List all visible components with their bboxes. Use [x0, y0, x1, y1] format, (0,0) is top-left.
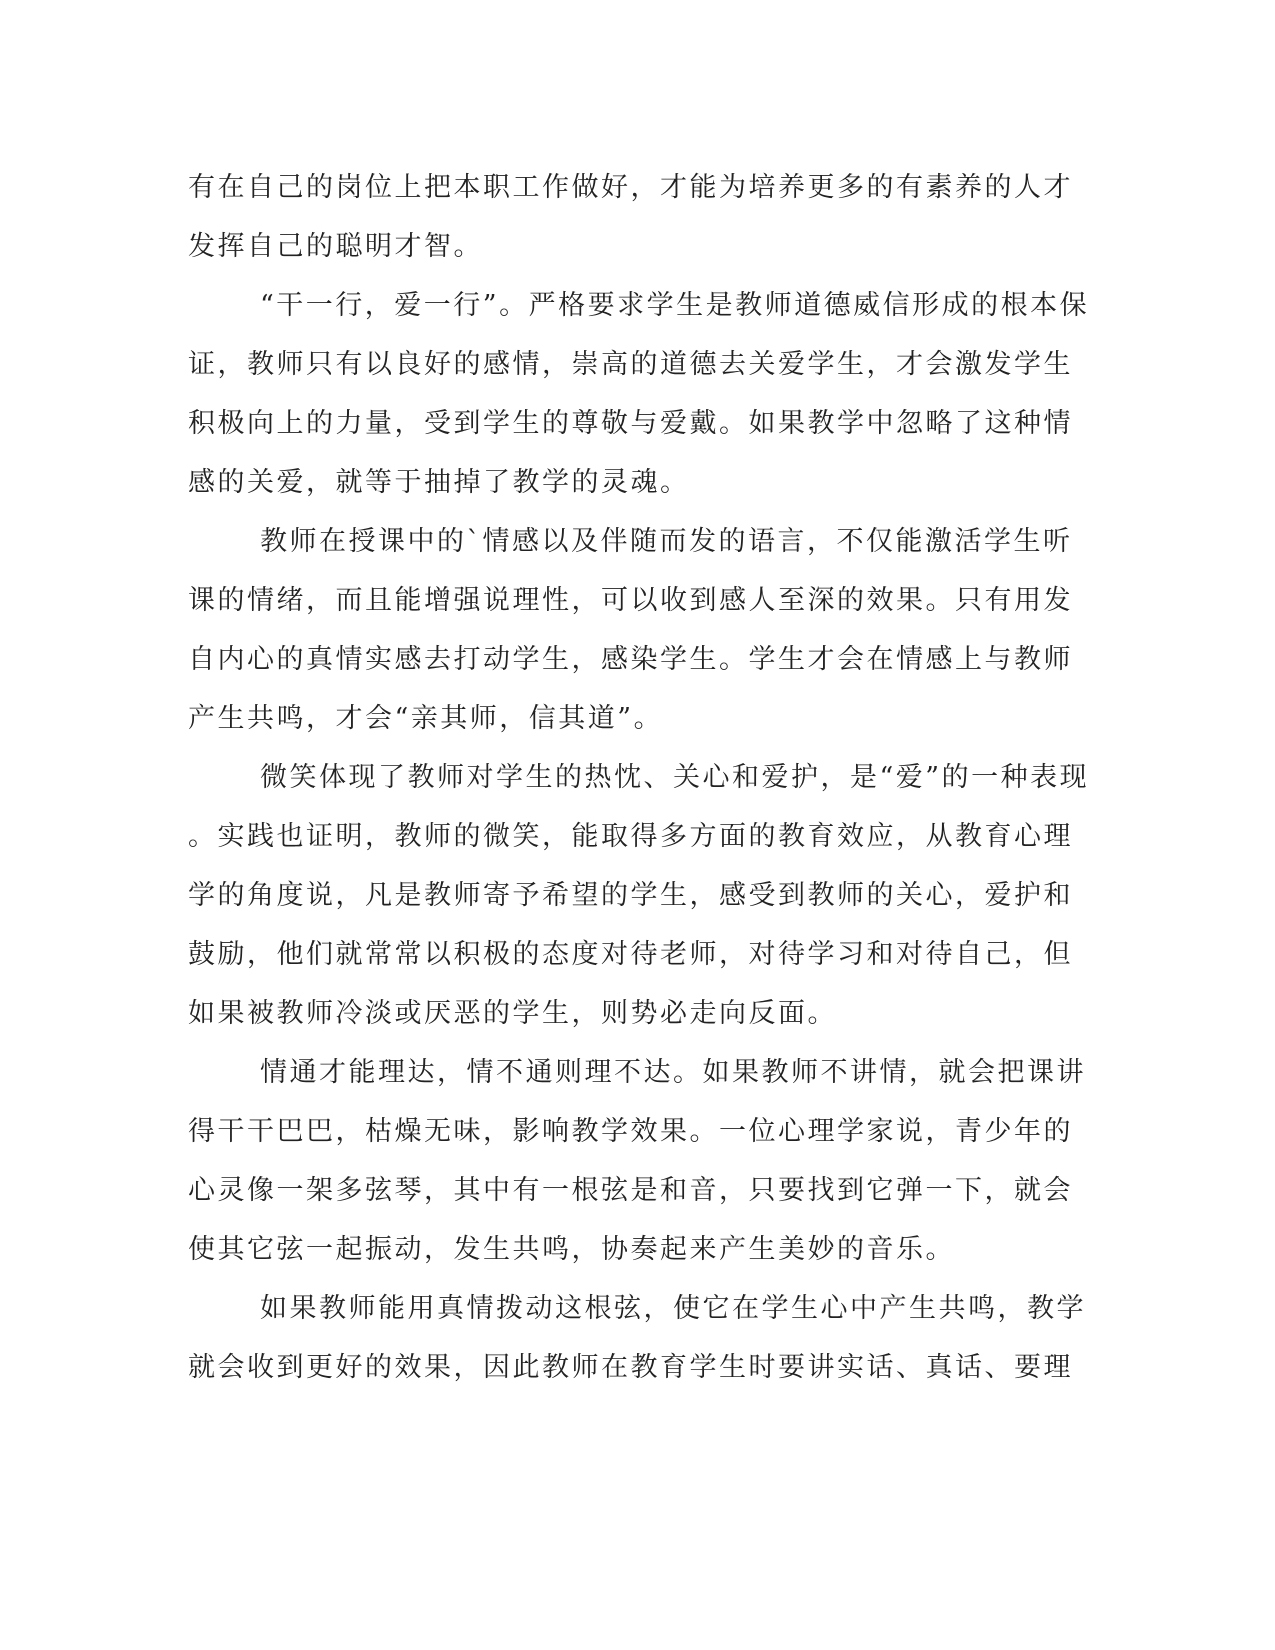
paragraph-start-line: 如果教师能用真情拨动这根弦，使它在学生心中产生共鸣，教学 — [260, 1293, 1086, 1324]
body-text — [188, 158, 1090, 1397]
text-line: 使其它弦一起振动，发生共鸣，协奏起来产生美妙的音乐。 — [188, 1234, 955, 1265]
text-line: 就会收到更好的效果，因此教师在教育学生时要讲实话、真话、要理 — [188, 1352, 1073, 1383]
text-line: 如果被教师冷淡或厌恶的学生，则势必走向反面。 — [188, 998, 837, 1029]
text-line: 心灵像一架多弦琴，其中有一根弦是和音，只要找到它弹一下，就会 — [188, 1175, 1073, 1206]
paragraph-start-line: 教师在授课中的`情感以及伴随而发的语言，不仅能激活学生听 — [260, 526, 1073, 557]
text-line: 鼓励，他们就常常以积极的态度对待老师，对待学习和对待自己，但 — [188, 939, 1073, 970]
text-line: 学的角度说，凡是教师寄予希望的学生，感受到教师的关心，爱护和 — [188, 880, 1073, 911]
paragraph-start-line: 情通才能理达，情不通则理不达。如果教师不讲情，就会把课讲 — [260, 1057, 1086, 1088]
text-line: 证，教师只有以良好的感情，崇高的道德去关爱学生，才会激发学生 — [188, 349, 1073, 380]
text-line: 发挥自己的聪明才智。 — [188, 231, 483, 262]
text-line: 课的情绪，而且能增强说理性，可以收到感人至深的效果。只有用发 — [188, 585, 1073, 616]
text-line: 。实践也证明，教师的微笑，能取得多方面的教育效应，从教育心理 — [188, 821, 1073, 852]
text-line: 产生共鸣，才会“亲其师，信其道”。 — [188, 703, 664, 734]
text-line: 有在自己的岗位上把本职工作做好，才能为培养更多的有素养的人才 — [188, 172, 1073, 203]
text-line: 积极向上的力量，受到学生的尊敬与爱戴。如果教学中忽略了这种情 — [188, 408, 1073, 439]
text-line: 自内心的真情实感去打动学生，感染学生。学生才会在情感上与教师 — [188, 644, 1073, 675]
text-line: 得干干巴巴，枯燥无味，影响教学效果。一位心理学家说，青少年的 — [188, 1116, 1073, 1147]
paragraph-start-line: 微笑体现了教师对学生的热忱、关心和爱护，是“爱”的一种表现 — [260, 762, 1090, 793]
text-line: 感的关爱，就等于抽掉了教学的灵魂。 — [188, 467, 690, 498]
paragraph-start-line: “干一行，爱一行”。严格要求学生是教师道德威信形成的根本保 — [260, 290, 1090, 321]
